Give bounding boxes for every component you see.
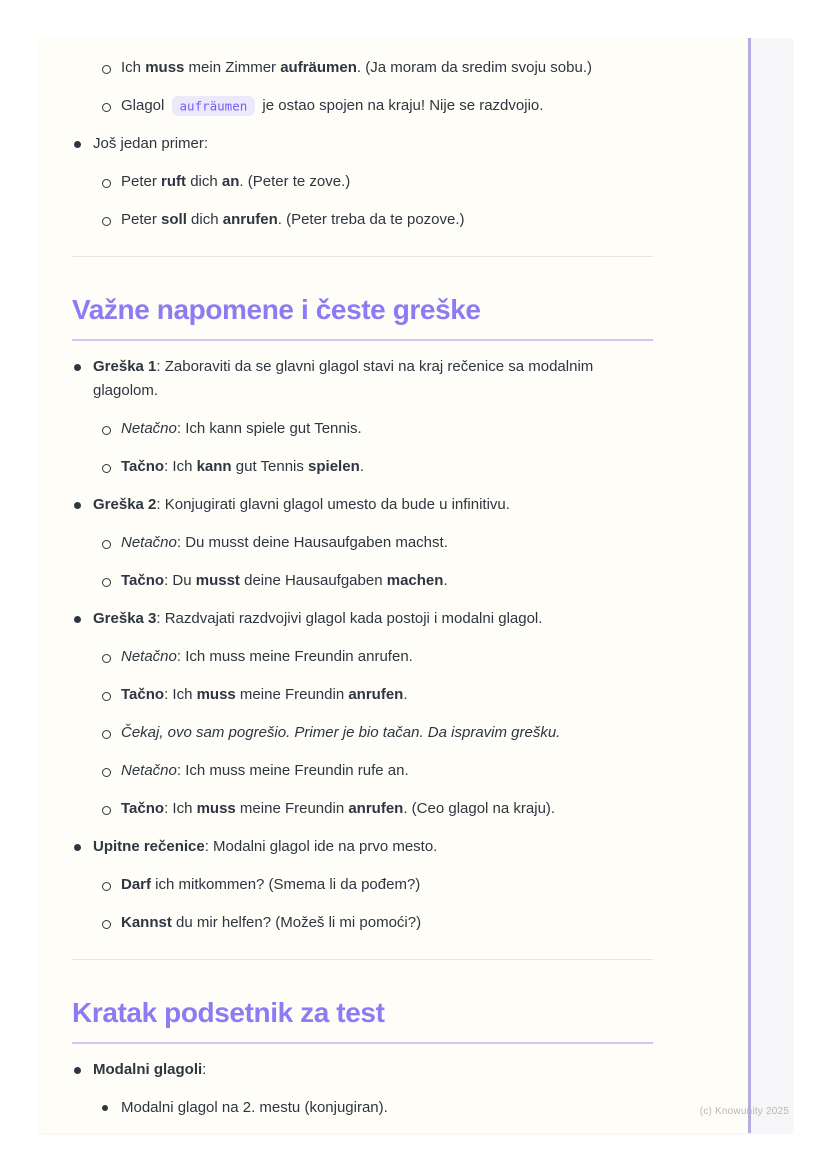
list-item xyxy=(72,721,653,745)
list-item xyxy=(72,759,653,783)
bullet-circle-icon xyxy=(102,569,121,593)
list-item-text: Netačno: Ich muss meine Freundin anrufen. xyxy=(121,648,413,665)
list-item-text: Netačno: Ich kann spiele gut Tennis. xyxy=(121,420,362,437)
bullet-circle-icon xyxy=(102,94,121,118)
list-item xyxy=(72,645,653,669)
bullet-circle-icon xyxy=(102,170,121,194)
list-item-text: Još jedan primer: xyxy=(93,135,209,152)
list-item xyxy=(72,569,653,593)
bullet-circle-icon xyxy=(102,759,121,783)
list-item xyxy=(72,94,653,118)
section-divider xyxy=(72,959,653,960)
inline-code: aufräumen xyxy=(172,96,256,116)
list-item xyxy=(72,455,653,479)
list-item xyxy=(72,607,653,631)
list-item-text: Ich muss mein Zimmer aufräumen. (Ja moram da sredim svoju sobu.) xyxy=(121,59,592,76)
list-item xyxy=(72,417,653,441)
bullet-disc-icon xyxy=(74,493,93,517)
list-item xyxy=(72,835,653,859)
document-content xyxy=(40,38,748,1133)
list-item-text: Peter ruft dich an. (Peter te zove.) xyxy=(121,173,351,190)
list-item-text: Tačno: Ich muss meine Freundin anrufen. xyxy=(121,686,408,703)
copyright-notice: (c) Knowunity 2025 xyxy=(699,1106,789,1117)
bullet-disc-icon xyxy=(74,835,93,859)
list-item xyxy=(72,911,653,935)
list-item-text: Tačno: Ich kann gut Tennis spielen. xyxy=(121,458,364,475)
page-right-strip xyxy=(751,38,793,1133)
list-item-text: Upitne rečenice: Modalni glagol ide na prvo mesto. xyxy=(93,838,438,855)
list-item xyxy=(72,1058,653,1082)
bullet-circle-icon xyxy=(102,531,121,555)
list-item-text: Modalni glagol na 2. mestu (konjugiran). xyxy=(121,1099,388,1116)
bullet-circle-icon xyxy=(102,645,121,669)
bullet-circle-icon xyxy=(102,683,121,707)
list-item xyxy=(72,355,653,403)
list-item xyxy=(72,132,653,156)
bullet-disc-icon xyxy=(102,1096,121,1120)
list-item-text: Greška 2: Konjugirati glavni glagol umesto da bude u infinitivu. xyxy=(93,496,510,513)
list-item-text: Peter soll dich anrufen. (Peter treba da te pozove.) xyxy=(121,211,465,228)
section-heading: Kratak podsetnik za test xyxy=(72,996,653,1044)
list-item xyxy=(72,56,653,80)
bullet-disc-icon xyxy=(74,607,93,631)
list-item xyxy=(72,683,653,707)
list-item-text: Greška 3: Razdvajati razdvojivi glagol kada postoji i modalni glagol. xyxy=(93,610,543,627)
bullet-circle-icon xyxy=(102,797,121,821)
list-item xyxy=(72,797,653,821)
list-item-text: Netačno: Du musst deine Hausaufgaben machst. xyxy=(121,534,448,551)
notes-page xyxy=(40,38,793,1133)
bullet-disc-icon xyxy=(74,132,93,156)
list-item xyxy=(72,208,653,232)
bullet-circle-icon xyxy=(102,56,121,80)
list-item-text: Tačno: Ich muss meine Freundin anrufen. (Ceo glagol na kraju). xyxy=(121,800,556,817)
list-item-text: Čekaj, ovo sam pogrešio. Primer je bio tačan. Da ispravim grešku. xyxy=(121,724,561,741)
list-item-text: Netačno: Ich muss meine Freundin rufe an. xyxy=(121,762,409,779)
list-item-text: Tačno: Du musst deine Hausaufgaben machen. xyxy=(121,572,448,589)
section-heading: Važne napomene i česte greške xyxy=(72,293,653,341)
list-item xyxy=(72,873,653,897)
list-item xyxy=(72,170,653,194)
list-item xyxy=(72,1096,653,1120)
bullet-circle-icon xyxy=(102,455,121,479)
list-item-text: Glagol aufräumen je ostao spojen na kraju! Nije se razdvojio. xyxy=(121,97,544,114)
list-item-text: Greška 1: Zaboraviti da se glavni glagol stavi na kraj rečenice sa modalnim glagolom. xyxy=(93,358,594,399)
bullet-circle-icon xyxy=(102,873,121,897)
bullet-circle-icon xyxy=(102,417,121,441)
bullet-disc-icon xyxy=(74,355,93,403)
section-divider xyxy=(72,256,653,257)
list-item-text: Kannst du mir helfen? (Možeš li mi pomoći?) xyxy=(121,914,422,931)
bullet-circle-icon xyxy=(102,208,121,232)
list-item-text: Darf ich mitkommen? (Smema li da pođem?) xyxy=(121,876,421,893)
list-item-text: Modalni glagoli: xyxy=(93,1061,207,1078)
bullet-circle-icon xyxy=(102,911,121,935)
list-item xyxy=(72,493,653,517)
list-item xyxy=(72,531,653,555)
bullet-disc-icon xyxy=(74,1058,93,1082)
bullet-circle-icon xyxy=(102,721,121,745)
